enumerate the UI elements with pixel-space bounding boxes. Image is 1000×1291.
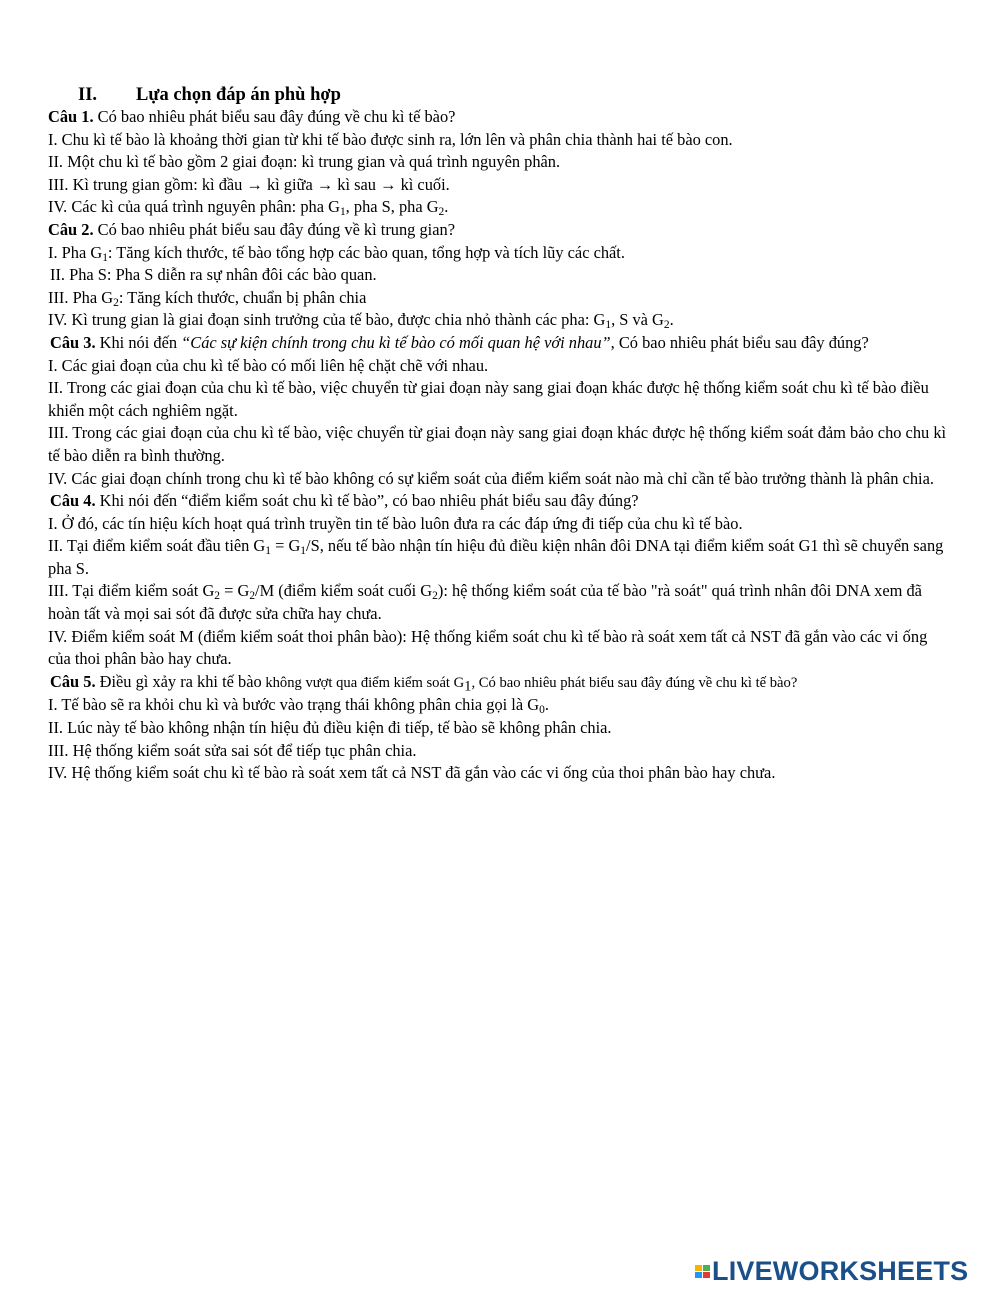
q4-s2-part: = G <box>271 536 301 556</box>
q1-statement-3: III. Kì trung gian gồm: kì đầu → kì giữa → kì sau → kì cuối. <box>48 174 450 194</box>
subscript: 2 <box>214 590 221 603</box>
q3-statement-1: I. Các giai đoạn của chu kì tế bào có mối liên hệ chặt chẽ với nhau. <box>48 355 489 375</box>
q4-s3-part: ): hệ thống kiểm soát của tế bào "rà soát" quá trình nhân đôi DNA xem đã hoàn tất và mọi sai sót đã được sửa chữa hay chưa. <box>48 581 922 624</box>
q1-s4-part: , pha S, pha G <box>345 197 439 217</box>
section-number: II. <box>78 85 98 105</box>
question-4-label: Câu 4. <box>50 491 96 511</box>
question-5-text: , Có bao nhiêu phát biểu sau đây đúng về chu kì tế bào? <box>471 674 798 691</box>
worksheet-body <box>48 84 948 785</box>
section-heading <box>48 84 948 106</box>
question-3-quote: “Các sự kiện chính trong chu kì tế bào có mối quan hệ với nhau” <box>181 332 611 352</box>
q4-s3-part: /M (điểm kiểm soát cuối G <box>255 581 433 601</box>
logo-mark-tile <box>703 1272 710 1278</box>
q2-s1-part: I. Pha G <box>48 242 103 262</box>
question-4-text: Khi nói đến “điểm kiểm soát chu kì tế bào”, có bao nhiêu phát biểu sau đây đúng? <box>95 491 639 511</box>
subscript: 0 <box>539 704 545 717</box>
q4-s2-part: II. Tại điểm kiểm soát đầu tiên G <box>48 536 266 556</box>
subscript: 2 <box>438 206 445 219</box>
q1-statement-1: I. Chu kì tế bào là khoảng thời gian từ khi tế bào được sinh ra, lớn lên và phân chia thành hai tế bào con. <box>48 129 733 149</box>
subscript: 1 <box>102 251 108 264</box>
section-title: Lựa chọn đáp án phù hợp <box>136 85 341 105</box>
q1-s4-part: IV. Các kì của quá trình nguyên phân: pha G <box>48 197 340 217</box>
subscript: 2 <box>432 590 438 603</box>
q2-statement-4 <box>48 309 948 332</box>
question-2-label: Câu 2. <box>48 219 94 239</box>
q5-statement-1 <box>48 694 948 717</box>
logo-mark-tile <box>703 1265 710 1271</box>
q1-statement-2: II. Một chu kì tế bào gồm 2 giai đoạn: kì trung gian và quá trình nguyên phân. <box>48 152 561 172</box>
q4-s3-part: = G <box>220 581 250 601</box>
q5-statement-3: III. Hệ thống kiểm soát sửa sai sót để tiếp tục phân chia. <box>48 740 417 760</box>
q2-s4-part: . <box>669 310 674 330</box>
question-3-label: Câu 3. <box>50 332 96 352</box>
question-3-text: Khi nói đến <box>95 332 182 352</box>
subscript: 1 <box>339 206 346 219</box>
q4-statement-2 <box>48 535 948 580</box>
q4-s3-part: III. Tại điểm kiểm soát G <box>48 581 215 601</box>
q4-statement-4: IV. Điểm kiểm soát M (điểm kiểm soát thoi phân bào): Hệ thống kiểm soát chu kì tế bào rà soát xem tất cả NST đã gắn vào các vi ống của thoi phân bào hay chưa. <box>48 626 928 669</box>
q2-s3-part: : Tăng kích thước, chuẩn bị phân chia <box>118 287 367 307</box>
q4-statement-3 <box>48 580 948 625</box>
subscript: 1 <box>300 545 307 558</box>
question-4 <box>48 490 948 513</box>
logo-mark-tile <box>695 1272 702 1278</box>
q5-statement-2: II. Lúc này tế bào không nhận tín hiệu đủ điều kiện đi tiếp, tế bào sẽ không phân chia. <box>48 718 612 738</box>
q5-s1-part: I. Tế bào sẽ ra khỏi chu kì và bước vào trạng thái không phân chia gọi là G <box>48 695 540 715</box>
q2-statement-3 <box>48 287 948 310</box>
q4-s2-part: /S, nếu tế bào nhận tín hiệu đủ điều kiện nhân đôi DNA tại điểm kiểm soát G1 thì sẽ chuyển sang pha S. <box>48 536 944 578</box>
subscript: 1 <box>464 678 472 695</box>
question-2-text: Có bao nhiêu phát biểu sau đây đúng về kì trung gian? <box>93 219 455 239</box>
question-5-label: Câu 5. <box>50 671 96 691</box>
question-1 <box>48 106 948 129</box>
q2-s3-part: III. Pha G <box>48 287 114 307</box>
liveworksheets-logo <box>695 1257 968 1285</box>
q5-s1-part: . <box>544 695 549 715</box>
q2-statement-1 <box>48 242 948 265</box>
subscript: 2 <box>249 590 256 603</box>
logo-mark-tile <box>695 1265 702 1271</box>
subscript: 2 <box>663 319 670 332</box>
q5-statement-4: IV. Hệ thống kiểm soát chu kì tế bào rà soát xem tất cả NST đã gắn vào các vi ống của thoi phân bào hay chưa. <box>48 763 776 783</box>
subscript: 1 <box>605 319 612 332</box>
subscript: 1 <box>265 545 272 558</box>
question-2 <box>48 219 948 242</box>
subscript: 2 <box>113 296 119 309</box>
question-3 <box>48 332 948 355</box>
q2-statement-2: II. Pha S: Pha S diễn ra sự nhân đôi các bào quan. <box>50 265 377 285</box>
question-1-text: Có bao nhiêu phát biểu sau đây đúng về chu kì tế bào? <box>93 107 456 126</box>
q3-statement-3: III. Trong các giai đoạn của chu kì tế bào, việc chuyển từ giai đoạn này sang giai đoạn khác được hệ thống kiểm soát đảm bảo cho chu kì tế bào diễn ra bình thường. <box>48 423 947 465</box>
question-5 <box>48 671 948 695</box>
logo-brand-text: LIVEWORKSHEETS <box>712 1255 969 1286</box>
q2-s4-part: , S và G <box>611 310 664 330</box>
question-5-text: không vượt qua điểm kiểm soát G <box>261 674 465 691</box>
q3-statement-4: IV. Các giai đoạn chính trong chu kì tế bào không có sự kiểm soát của điểm kiểm soát nào mà chỉ cần tế bào trưởng thành là phân chia. <box>48 468 934 488</box>
q1-statement-4 <box>48 196 948 219</box>
q1-s4-part: . <box>444 197 449 217</box>
q4-statement-1: I. Ở đó, các tín hiệu kích hoạt quá trình truyền tin tế bào luôn đưa ra các đáp ứng đi tiếp của chu kì tế bào. <box>48 513 743 533</box>
logo-mark-icon <box>695 1265 710 1278</box>
q2-s4-part: IV. Kì trung gian là giai đoạn sinh trưởng của tế bào, được chia nhỏ thành các pha: G <box>48 310 606 330</box>
question-5-text: Điều gì xảy ra khi tế bào <box>95 671 262 691</box>
question-3-text: , Có bao nhiêu phát biểu sau đây đúng? <box>610 332 869 352</box>
q3-statement-2: II. Trong các giai đoạn của chu kì tế bào, việc chuyển từ giai đoạn này sang giai đoạn khác được hệ thống kiểm soát chu kì tế bào điều khiển một cách nghiêm ngặt. <box>48 378 929 420</box>
question-1-label: Câu 1. <box>48 107 94 126</box>
q2-s1-part: : Tăng kích thước, tế bào tổng hợp các bào quan, tổng hợp và tích lũy các chất. <box>107 242 625 262</box>
